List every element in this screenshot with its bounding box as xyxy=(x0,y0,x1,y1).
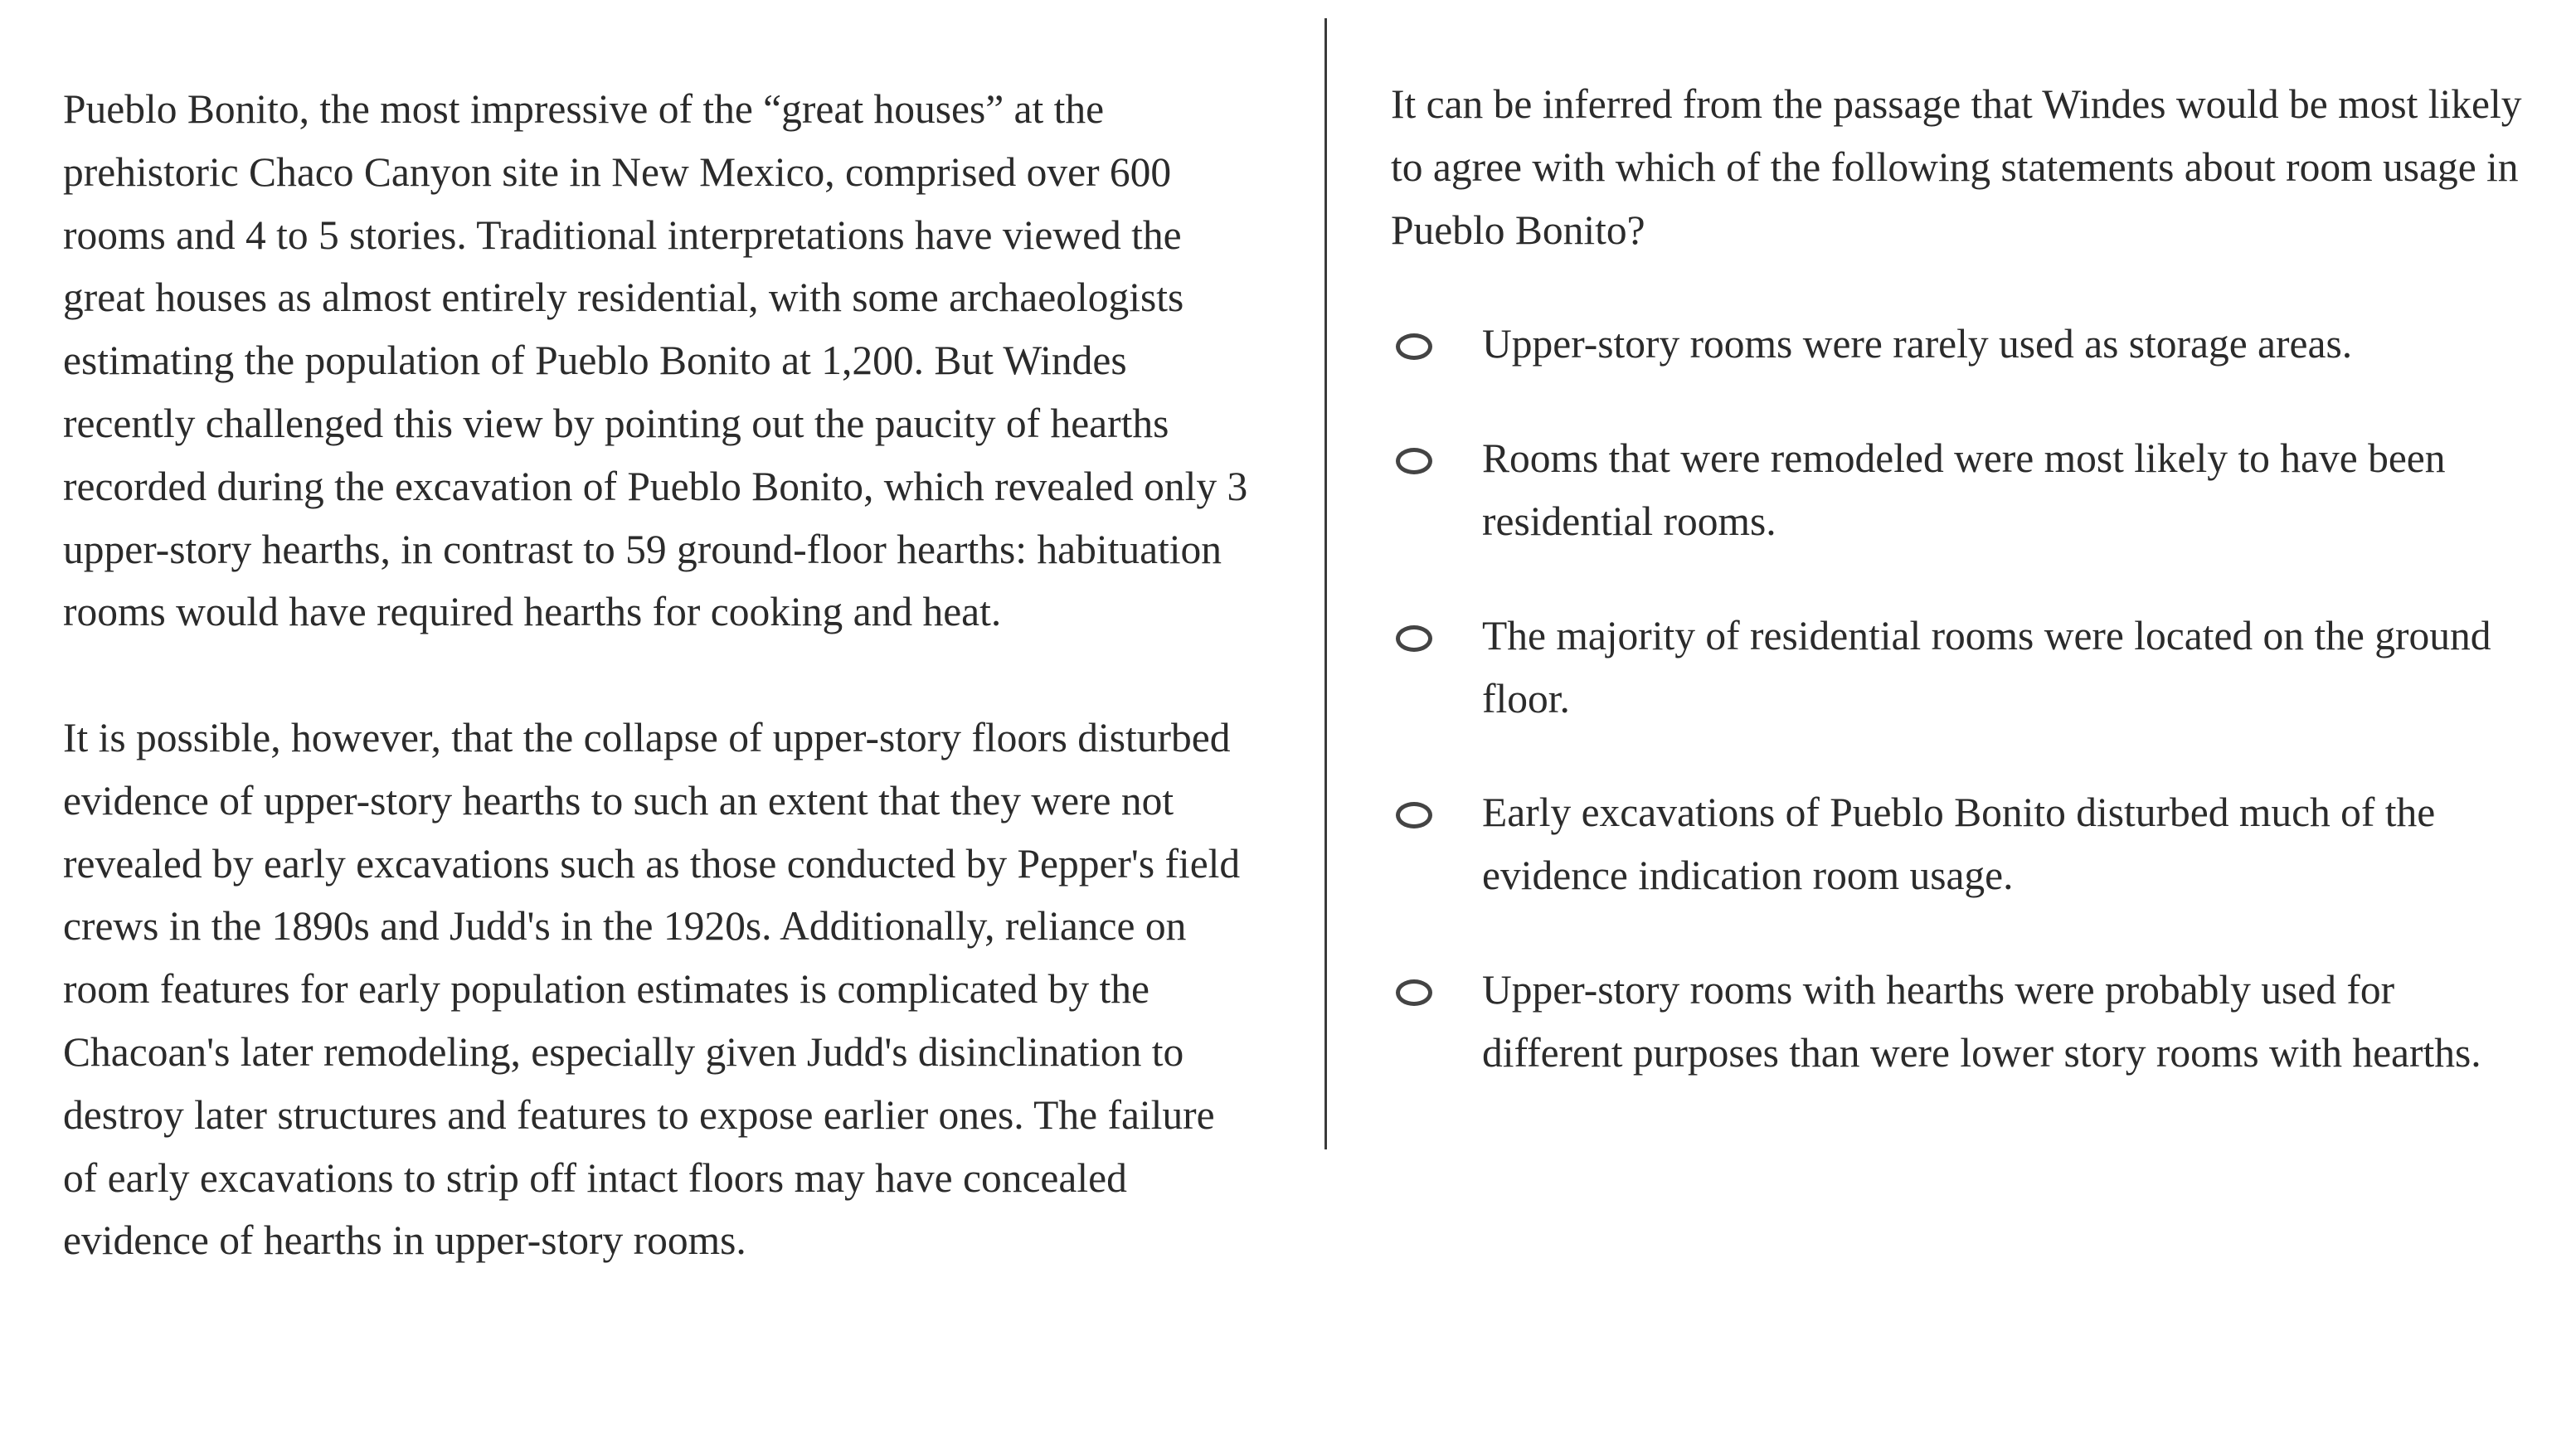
question-pane xyxy=(1391,73,2535,1085)
answer-options xyxy=(1391,313,2535,1084)
answer-option-5[interactable] xyxy=(1391,959,2535,1085)
answer-option-4[interactable] xyxy=(1391,781,2535,907)
answer-option-label: The majority of residential rooms were located on the ground floor. xyxy=(1482,612,2491,722)
answer-option-label: Upper-story rooms were rarely used as storage areas. xyxy=(1482,321,2353,367)
answer-option-2[interactable] xyxy=(1391,427,2535,553)
answer-option-3[interactable] xyxy=(1391,605,2535,731)
passage-paragraph-1: Pueblo Bonito, the most impressive of the “great houses” at the prehistoric Chaco Canyon site in New Mexico, comprised over 600 rooms and 4 to 5 stories. Traditional interpretations have viewed the great houses as almost entirely residential, with some archaeologists estimating the population of Pueblo Bonito at 1,200. But Windes recently challenged this view by pointing out the paucity of hearths recorded during the excavation of Pueblo Bonito, which revealed only 3 upper-story hearths, in contrast to 59 ground-floor hearths: habituation rooms would have required hearths for cooking and heat. xyxy=(63,86,1248,635)
radio-button-icon[interactable] xyxy=(1396,333,1432,360)
answer-option-1[interactable] xyxy=(1391,313,2535,376)
passage-paragraph-2: It is possible, however, that the collapse of upper-story floors disturbed evidence of upper-story hearths to such an extent that they were not revealed by early excavations such as those conducted by Pepper's field crews in the 1890s and Judd's in the 1920s. Additionally, reliance on room features for early population estimates is complicated by the Chacoan's later remodeling, especially given Judd's disinclination to destroy later structures and features to expose earlier ones. The failure of early excavations to strip off intact floors may have concealed evidence of hearths in upper-story rooms. xyxy=(63,714,1241,1264)
radio-button-icon[interactable] xyxy=(1396,979,1432,1006)
answer-option-label: Upper-story rooms with hearths were probably used for different purposes than were lower story rooms with hearths. xyxy=(1482,966,2481,1076)
answer-option-label: Rooms that were remodeled were most likely to have been residential rooms. xyxy=(1482,435,2446,544)
radio-button-icon[interactable] xyxy=(1396,802,1432,828)
radio-button-icon[interactable] xyxy=(1396,448,1432,474)
question-text: It can be inferred from the passage that Windes would be most likely to agree with which of the following statements about room usage in Pueblo Bonito? xyxy=(1391,81,2522,253)
radio-button-icon[interactable] xyxy=(1396,625,1432,652)
reading-passage xyxy=(63,78,1249,1272)
answer-option-label: Early excavations of Pueblo Bonito disturbed much of the evidence indication room usage. xyxy=(1482,790,2436,899)
pane-divider xyxy=(1324,18,1327,1149)
